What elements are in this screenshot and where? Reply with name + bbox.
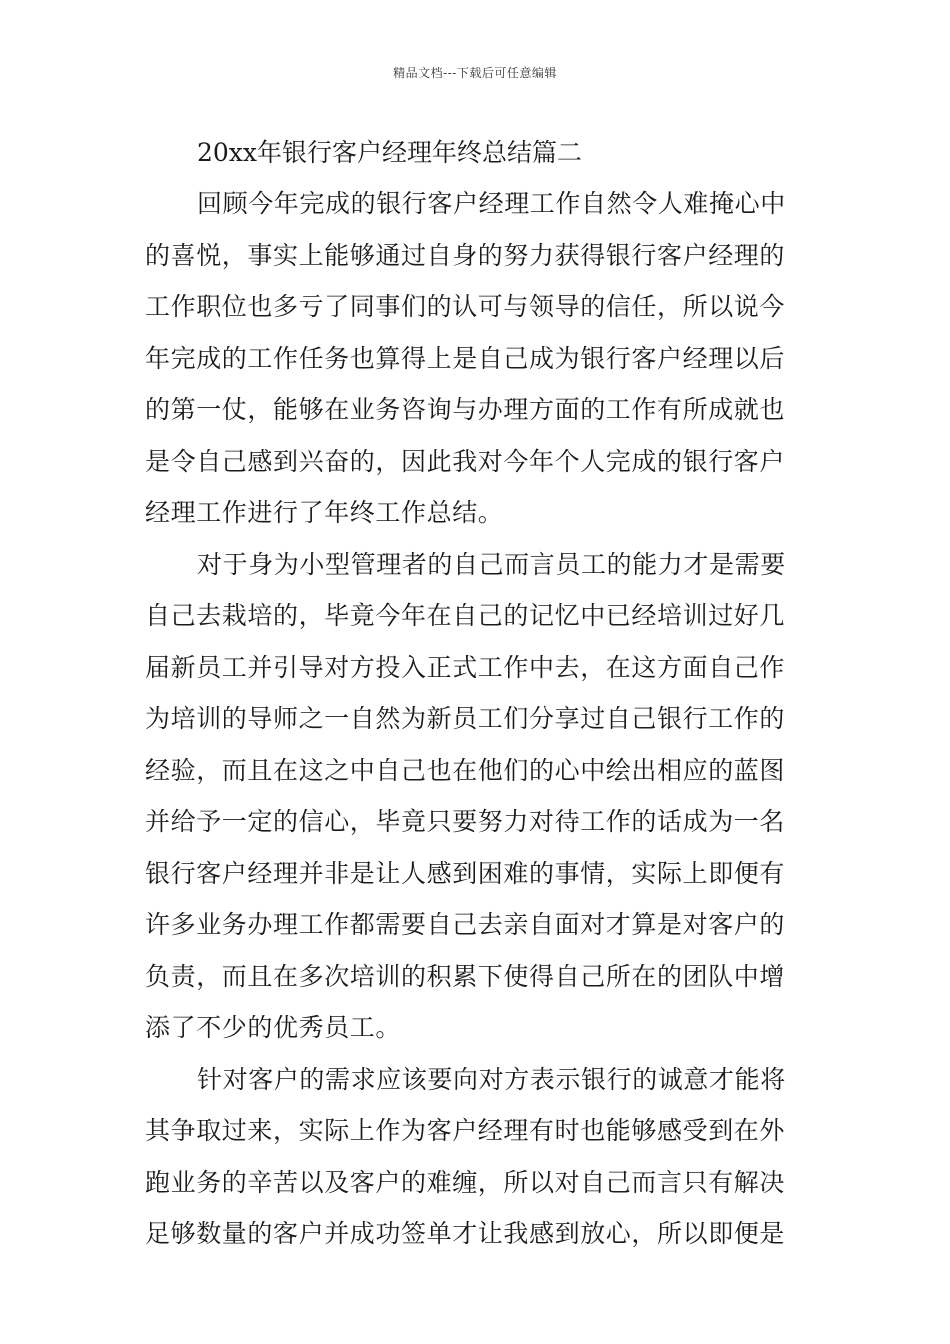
paragraph-line: 跑业务的辛苦以及客户的难缠，所以对自己而言只有解决	[145, 1167, 786, 1197]
paragraph-line: 经验，而且在这之中自己也在他们的心中绘出相应的蓝图	[145, 755, 786, 785]
paragraph-line: 是令自己感到兴奋的，因此我对今年个人完成的银行客户	[145, 446, 786, 476]
paragraph-line: 回顾今年完成的银行客户经理工作自然令人难掩心中	[197, 189, 786, 218]
paragraph-line: 针对客户的需求应该要向对方表示银行的诚意才能将	[197, 1064, 786, 1094]
paragraph-line: 负责，而且在多次培训的积累下使得自己所在的团队中增	[145, 961, 786, 991]
paragraph-line: 添了不少的优秀员工。	[145, 1013, 402, 1042]
paragraph-line: 足够数量的客户并成功签单才让我感到放心，所以即便是	[145, 1219, 786, 1248]
document-title: 20xx年银行客户经理年终总结篇二	[197, 138, 583, 167]
paragraph-line: 届新员工并引导对方投入正式工作中去，在这方面自己作	[145, 652, 786, 682]
paragraph-3	[145, 1054, 810, 1260]
paragraph-2	[145, 539, 810, 1054]
page-header: 精品文档---下载后可任意编辑	[393, 66, 557, 80]
paragraph-line: 并给予一定的信心，毕竟只要努力对待工作的话成为一名	[145, 807, 786, 836]
paragraph-line: 年完成的工作任务也算得上是自己成为银行客户经理以后	[145, 343, 786, 373]
paragraph-line: 的第一仗，能够在业务咨询与办理方面的工作有所成就也	[145, 395, 786, 424]
paragraph-line: 其争取过来，实际上作为客户经理有时也能够感受到在外	[145, 1116, 786, 1145]
paragraph-line: 许多业务办理工作都需要自己去亲自面对才算是对客户的	[145, 910, 786, 939]
paragraph-line: 对于身为小型管理者的自己而言员工的能力才是需要	[197, 549, 786, 579]
paragraph-line: 银行客户经理并非是让人感到困难的事情，实际上即便有	[145, 858, 786, 888]
paragraph-line: 为培训的导师之一自然为新员工们分享过自己银行工作的	[145, 704, 786, 733]
paragraph-line: 工作职位也多亏了同事们的认可与领导的信任，所以说今	[145, 292, 786, 321]
paragraph-line: 自己去栽培的，毕竟今年在自己的记忆中已经培训过好几	[145, 601, 786, 630]
paragraph-line: 的喜悦，事实上能够通过自身的努力获得银行客户经理的	[145, 240, 786, 270]
paragraph-1	[145, 178, 810, 539]
paragraph-line: 经理工作进行了年终工作总结。	[145, 498, 504, 527]
document-body	[145, 128, 810, 1260]
